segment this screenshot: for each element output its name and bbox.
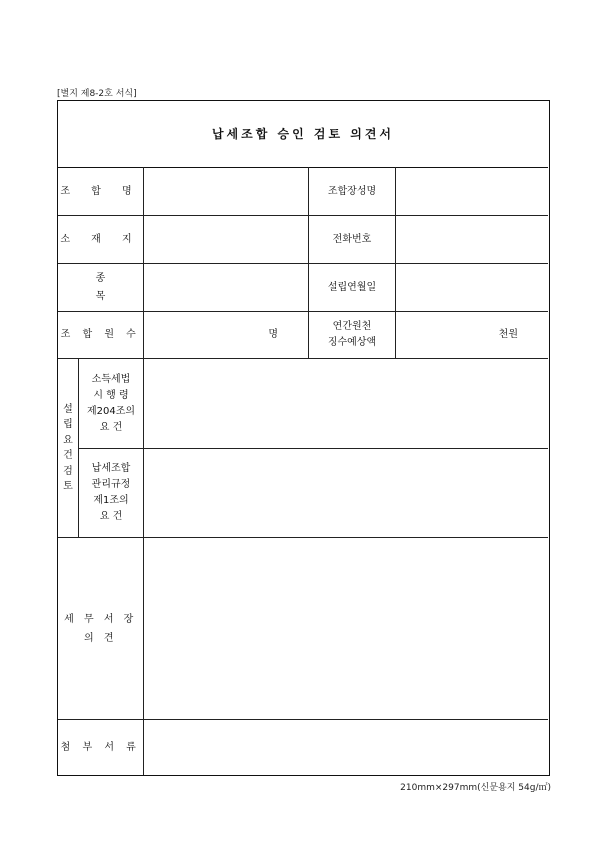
member-count-field[interactable]	[144, 312, 308, 358]
category-field[interactable]	[144, 264, 308, 311]
phone-label: 전화번호	[332, 233, 372, 245]
review-group-label: 설 립 요 건 검 토	[63, 403, 73, 492]
founding-date-label: 설립연월일	[327, 281, 377, 293]
form-title: 납세조합 승인 검토 의견서	[211, 126, 395, 141]
opinion-field[interactable]	[144, 538, 548, 719]
income-tax-field[interactable]	[144, 359, 548, 448]
paper-spec: 210mm×297mm(신문용지 54g/㎡)	[400, 783, 551, 793]
union-head-label: 조합장성명	[327, 185, 377, 197]
member-count-label: 조 합 원 수	[60, 329, 141, 341]
union-name-label: 조 합 명	[60, 185, 141, 197]
phone-field[interactable]	[396, 216, 548, 263]
review-group-divider	[78, 358, 79, 537]
opinion-label: 세 무 서 장 의 견	[64, 613, 137, 644]
annual-collection-field[interactable]	[396, 312, 548, 358]
right-label-divider	[395, 167, 396, 358]
founding-date-field[interactable]	[396, 264, 548, 311]
union-rules-field[interactable]	[144, 449, 548, 537]
form-caption: [별지 제8-2호 서식]	[57, 89, 137, 99]
union-head-field[interactable]	[396, 168, 548, 215]
middle-column-divider	[308, 167, 309, 358]
attachments-field[interactable]	[144, 720, 548, 775]
annual-collection-unit: 천원	[498, 329, 518, 341]
review-form	[57, 100, 550, 776]
member-count-unit: 명	[268, 329, 278, 341]
attachments-label: 첨 부 서 류	[60, 741, 141, 753]
union-rules-label: 납세조합 관리규정 제1조의 요 건	[91, 463, 131, 522]
label-column-divider	[143, 167, 144, 775]
address-field[interactable]	[144, 216, 308, 263]
income-tax-label: 소득세법 시 행 령 제204조의 요 건	[86, 373, 136, 433]
annual-collection-label: 연간원천 징수예상액	[327, 321, 377, 348]
union-name-field[interactable]	[144, 168, 308, 215]
category-label: 종 목	[95, 273, 132, 302]
address-label: 소 재 지	[60, 233, 141, 245]
